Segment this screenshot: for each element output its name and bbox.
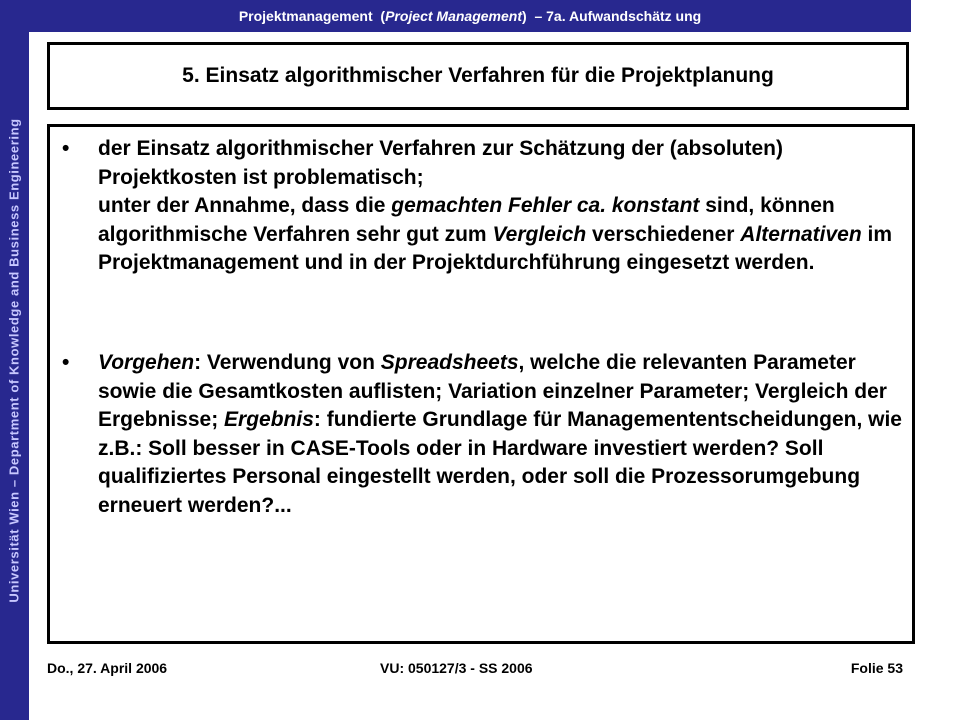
- bullet-text-emphasis: Vorgehen: [98, 351, 195, 374]
- bullet-text-segment: verschiedener: [586, 222, 741, 246]
- footer-course: VU: 050127/3 - SS 2006: [380, 660, 533, 676]
- bullet-text-segment: : fundierte Grundlage für Managemententscheidungen, wie z.B.: Soll besser in CASE-Tools oder in Hardware investiert werden? Soll qualifiziertes Personal eingestellt werden, oder soll die Prozessorumgebung erneuert werden?...: [98, 408, 902, 517]
- bullet-text-emphasis: Spreadsheets: [380, 351, 519, 374]
- footer-slide-number: Folie 53: [850, 660, 903, 676]
- sidebar-text-container: [0, 0, 29, 720]
- bullet-text-emphasis: Vergleich: [492, 222, 587, 246]
- bullet-marker: •: [62, 351, 70, 374]
- bullet-marker: •: [62, 137, 70, 160]
- bullet-text-emphasis: gemachten Fehler ca. konstant: [391, 194, 700, 217]
- bullet-text-1: [98, 135, 902, 278]
- content-box: [47, 124, 915, 644]
- bullet-text-segment: sind, können algorithmische Verfahren sehr gut zum: [98, 194, 835, 246]
- footer-date: Do., 27. April 2006: [47, 660, 168, 676]
- header-bar: [29, 0, 911, 32]
- bullet-text-segment: : Verwendung von: [194, 351, 381, 374]
- header-prefix: Projektmanagement (: [238, 8, 386, 24]
- sidebar-affiliation-text: Universität Wien – Department of Knowledge and Business Engineering: [7, 117, 23, 603]
- bullet-text-segment: der Einsatz algorithmischer Verfahren zur Schätzung der (absoluten) Projektkosten ist problematisch;: [98, 137, 783, 189]
- bullet-text-segment: unter der Annahme, dass die: [98, 194, 392, 217]
- bullet-item-2: [62, 349, 902, 520]
- bullet-text-emphasis: Ergebnis: [224, 408, 314, 431]
- bullet-text-segment: im Projektmanagement und in der Projektdurchführung eingesetzt werden.: [98, 222, 893, 274]
- slide-title-box: [47, 42, 909, 110]
- header-suffix: ) – 7a. Aufwandschätz ung: [522, 8, 702, 24]
- bullet-text-emphasis: Alternativen: [740, 222, 862, 246]
- header-italic: Project Management: [385, 8, 523, 24]
- bullet-text-segment: , welche die relevanten Parameter sowie die Gesamtkosten auflisten; Variation einzelner Parameter; Vergleich der Ergebnisse;: [98, 351, 887, 431]
- slide-title: 5. Einsatz algorithmischer Verfahren für die Projektplanung: [182, 64, 774, 87]
- bullet-item-1: [62, 135, 902, 278]
- bullet-text-2: [98, 349, 902, 520]
